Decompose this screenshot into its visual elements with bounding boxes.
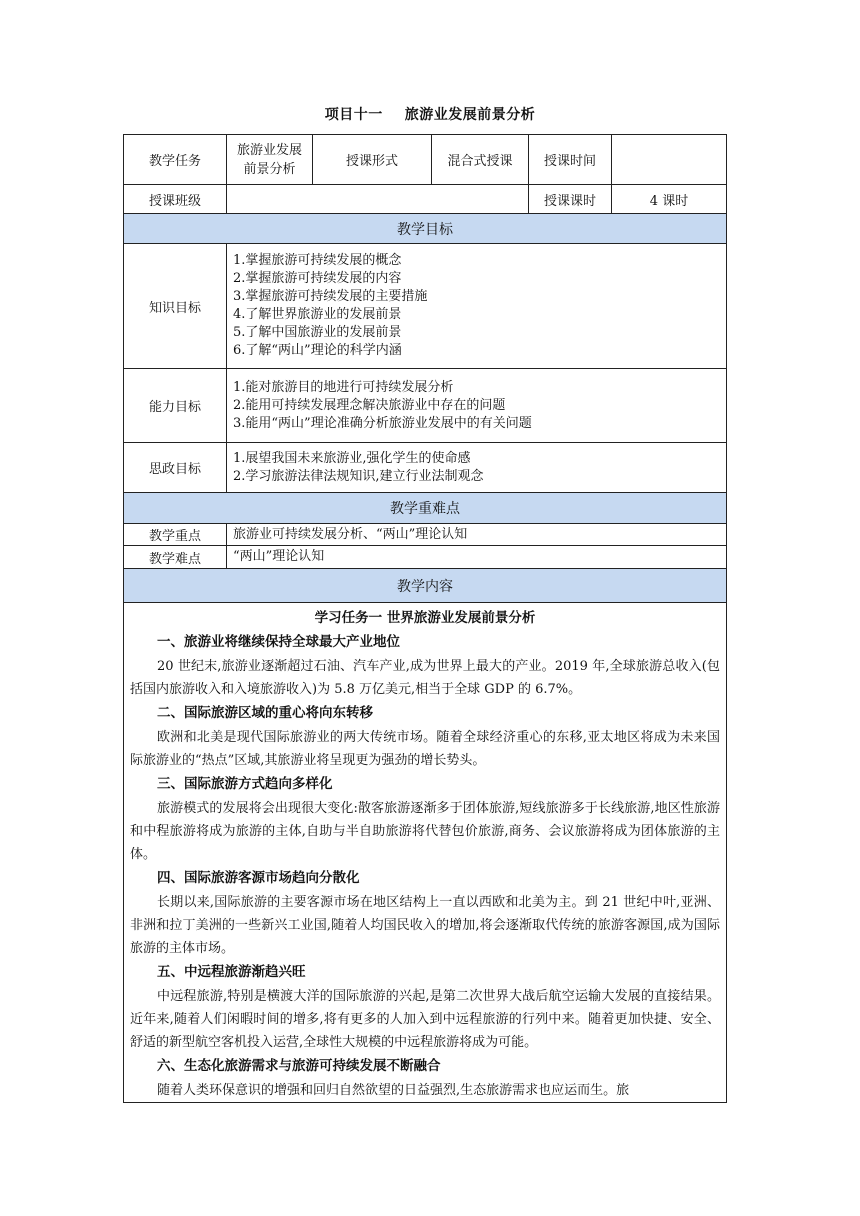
knowledge-row xyxy=(124,244,727,369)
ideology-list xyxy=(227,443,727,493)
section-heading: 六、生态化旅游需求与旅游可持续发展不断融合 xyxy=(157,1058,441,1074)
section-heading: 二、国际旅游区域的重心将向东转移 xyxy=(157,705,373,721)
focus-value: 旅游业可持续发展分析、“两山”理论认知 xyxy=(227,524,727,546)
difficulty-label: 教学难点 xyxy=(124,546,227,569)
section-paragraph: 欧洲和北美是现代国际旅游业的两大传统市场。随着全球经济重心的东移,亚太地区将成为未来国际旅游业的“热点”区域,其旅游业将呈现更为强劲的增长势头。 xyxy=(130,730,720,768)
class-value xyxy=(227,185,529,214)
ability-item: 3.能用“两山”理论准确分析旅游业发展中的有关问题 xyxy=(233,415,532,431)
task-title: 学习任务一 世界旅游业发展前景分析 xyxy=(314,610,536,626)
knowledge-list xyxy=(227,244,727,369)
ideology-label: 思政目标 xyxy=(124,443,227,493)
document-title xyxy=(0,104,860,124)
header-row-task xyxy=(124,135,727,185)
ability-item: 1.能对旅游目的地进行可持续发展分析 xyxy=(233,379,454,395)
ideology-row xyxy=(124,443,727,493)
content-band: 教学内容 xyxy=(124,569,727,603)
task-value: 旅游业发展前景分析 xyxy=(227,135,313,185)
time-label: 授课时间 xyxy=(529,135,612,185)
ability-label: 能力目标 xyxy=(124,369,227,443)
section-heading: 四、国际旅游客源市场趋向分散化 xyxy=(157,870,360,886)
section-paragraph: 长期以来,国际旅游的主要客源市场在地区结构上一直以西欧和北美为主。到 21 世纪中叶,亚洲、非洲和拉丁美洲的一些新兴工业国,随着人均国民收入的增加,将会逐渐取代传统的旅游客源国,成为国际旅游的主体市场。 xyxy=(130,895,720,956)
knowledge-item: 5.了解中国旅游业的发展前景 xyxy=(233,325,402,340)
knowledge-item: 3.掌握旅游可持续发展的主要措施 xyxy=(233,289,428,304)
content-body xyxy=(124,603,727,1103)
title-prefix: 项目十一 xyxy=(324,107,383,123)
ability-list xyxy=(227,369,727,443)
hours-value: 4 课时 xyxy=(612,185,727,214)
section-paragraph: 中远程旅游,特别是横渡大洋的国际旅游的兴起,是第二次世界大战后航空运输大发展的直接结果。近年来,随着人们闲暇时间的增多,将有更多的人加入到中远程旅游的行列中来。随着更加快捷、安全、舒适的新型航空客机投入运营,全球性大规模的中远程旅游将成为可能。 xyxy=(130,989,720,1050)
section-heading: 五、中远程旅游渐趋兴旺 xyxy=(157,964,306,980)
section-paragraph: 20 世纪末,旅游业逐渐超过石油、汽车产业,成为世界上最大的产业。2019 年,全球旅游总收入(包括国内旅游收入和入境旅游收入)为 5.8 万亿美元,相当于全球 GDP 的 6.7%。 xyxy=(130,659,720,697)
hours-label: 授课课时 xyxy=(529,185,612,214)
lesson-plan-table xyxy=(123,134,727,1103)
ability-item: 2.能用可持续发展理念解决旅游业中存在的问题 xyxy=(233,397,506,413)
form-label: 授课形式 xyxy=(313,135,432,185)
section-heading: 三、国际旅游方式趋向多样化 xyxy=(157,776,333,792)
knowledge-item: 6.了解“两山”理论的科学内涵 xyxy=(233,343,402,358)
objectives-band: 教学目标 xyxy=(124,214,727,244)
key-points-band: 教学重难点 xyxy=(124,493,727,524)
knowledge-label: 知识目标 xyxy=(124,244,227,369)
form-value: 混合式授课 xyxy=(432,135,529,185)
class-label: 授课班级 xyxy=(124,185,227,214)
ideology-item: 1.展望我国未来旅游业,强化学生的使命感 xyxy=(233,450,471,466)
ideology-item: 2.学习旅游法律法规知识,建立行业法制观念 xyxy=(233,468,484,484)
focus-row xyxy=(124,524,727,546)
section-paragraph: 旅游模式的发展将会出现很大变化:散客旅游逐渐多于团体旅游,短线旅游多于长线旅游,地区性旅游和中程旅游将成为旅游的主体,自助与半自助旅游将代替包价旅游,商务、会议旅游将成为团体旅游的主体。 xyxy=(130,801,720,862)
task-label: 教学任务 xyxy=(124,135,227,185)
content-row xyxy=(124,603,727,1103)
section-paragraph: 随着人类环保意识的增强和回归自然欲望的日益强烈,生态旅游需求也应运而生。旅 xyxy=(157,1083,630,1098)
time-value xyxy=(612,135,727,185)
header-row-class xyxy=(124,185,727,214)
knowledge-item: 1.掌握旅游可持续发展的概念 xyxy=(233,253,402,268)
ability-row xyxy=(124,369,727,443)
difficulty-value: “两山”理论认知 xyxy=(227,546,727,569)
knowledge-item: 4.了解世界旅游业的发展前景 xyxy=(233,307,402,322)
title-main: 旅游业发展前景分析 xyxy=(404,107,536,123)
knowledge-item: 2.掌握旅游可持续发展的内容 xyxy=(233,271,402,286)
focus-label: 教学重点 xyxy=(124,524,227,546)
difficulty-row xyxy=(124,546,727,569)
section-heading: 一、旅游业将继续保持全球最大产业地位 xyxy=(157,634,400,650)
